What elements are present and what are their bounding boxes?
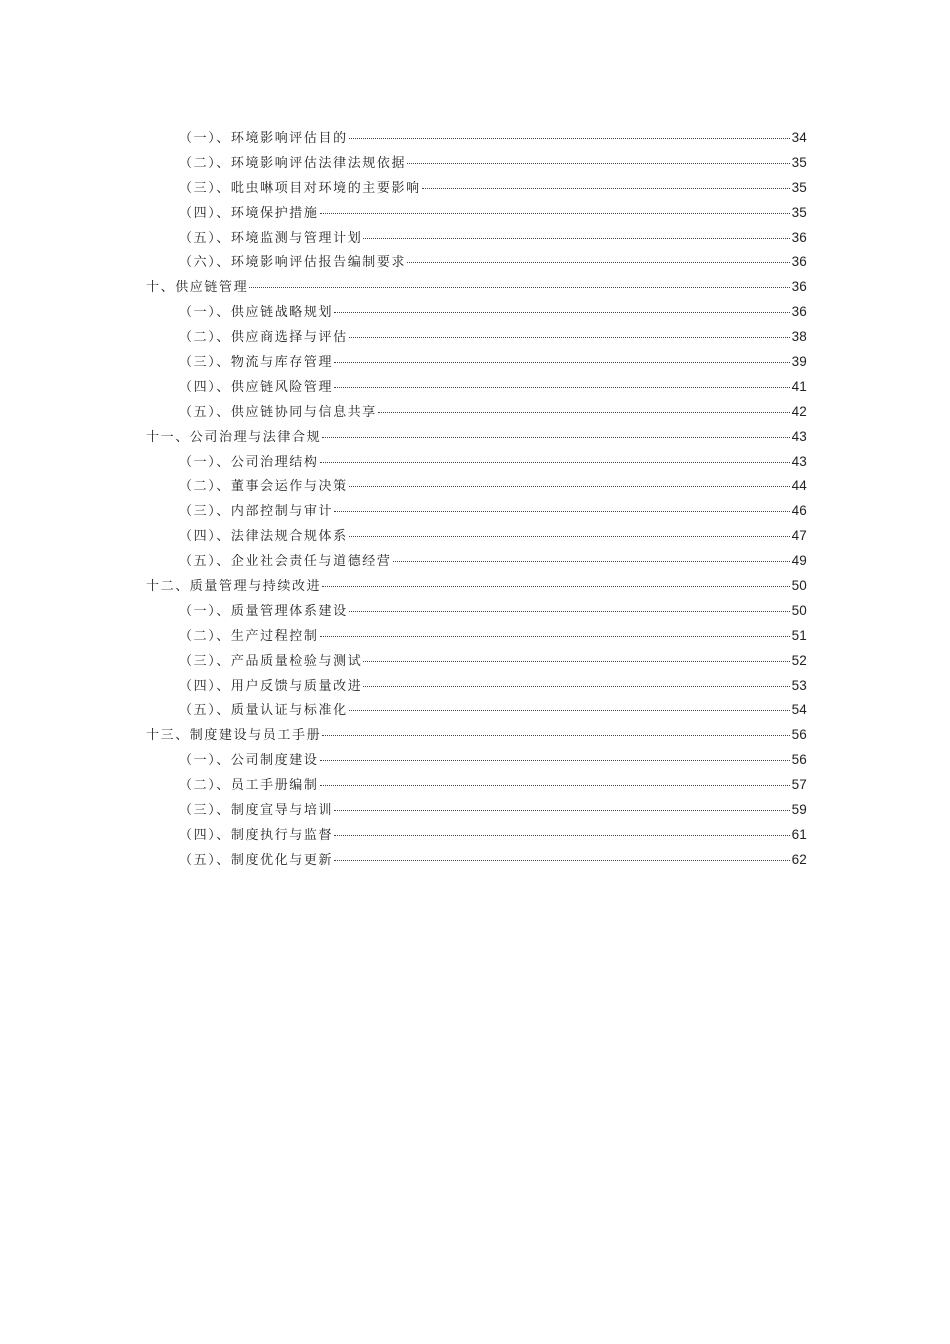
- toc-dot-leader: [322, 586, 789, 587]
- toc-dot-leader: [422, 188, 790, 189]
- toc-dot-leader: [320, 636, 790, 637]
- toc-section-entry[interactable]: [146, 823, 807, 848]
- toc-chapter-entry[interactable]: [146, 574, 807, 599]
- toc-entry-page-number: 56: [791, 727, 807, 743]
- toc-section-entry[interactable]: [146, 176, 807, 201]
- toc-entry-page-number: 59: [791, 802, 807, 818]
- toc-entry-page-number: 35: [791, 179, 807, 195]
- toc-entry-page-number: 42: [791, 403, 807, 419]
- toc-entry-page-number: 46: [791, 503, 807, 519]
- toc-entry-page-number: 34: [791, 130, 807, 145]
- toc-chapter-entry[interactable]: [146, 425, 807, 450]
- toc-dot-leader: [249, 287, 789, 288]
- toc-entry-title: （三）、吡虫啉项目对环境的主要影响: [179, 180, 421, 196]
- toc-dot-leader: [334, 511, 789, 512]
- toc-entry-page-number: 36: [791, 229, 807, 245]
- toc-entry-title: （一）、环境影响评估目的: [179, 131, 348, 146]
- toc-entry-page-number: 54: [791, 702, 807, 718]
- toc-entry-page-number: 50: [791, 602, 807, 618]
- toc-section-entry[interactable]: [146, 250, 807, 275]
- toc-dot-leader: [349, 611, 790, 612]
- toc-dot-leader: [334, 387, 789, 388]
- toc-section-entry[interactable]: [146, 674, 807, 699]
- toc-entry-title: （四）、环境保护措施: [179, 205, 319, 221]
- toc-entry-title: （一）、公司制度建设: [179, 753, 319, 769]
- toc-entry-title: （五）、企业社会责任与道德经营: [179, 554, 392, 570]
- toc-entry-page-number: 38: [791, 329, 807, 345]
- toc-dot-leader: [349, 138, 790, 139]
- toc-section-entry[interactable]: [146, 748, 807, 773]
- toc-entry-title: （二）、董事会运作与决策: [179, 479, 348, 495]
- toc-dot-leader: [334, 362, 789, 363]
- toc-dot-leader: [320, 462, 790, 463]
- toc-entry-title: （三）、物流与库存管理: [179, 355, 334, 371]
- toc-entry-title: （一）、公司治理结构: [179, 454, 319, 470]
- toc-entry-page-number: 57: [791, 777, 807, 793]
- toc-section-entry[interactable]: [146, 599, 807, 624]
- toc-section-entry[interactable]: [146, 226, 807, 251]
- toc-section-entry[interactable]: [146, 798, 807, 823]
- toc-section-entry[interactable]: [146, 499, 807, 524]
- toc-entry-title: （二）、生产过程控制: [179, 628, 319, 644]
- toc-entry-title: 十二、质量管理与持续改进: [146, 579, 322, 595]
- toc-dot-leader: [363, 238, 789, 239]
- toc-dot-leader: [407, 262, 789, 263]
- toc-entry-page-number: 52: [791, 652, 807, 668]
- toc-section-entry[interactable]: [146, 524, 807, 549]
- toc-entry-page-number: 47: [791, 528, 807, 544]
- toc-dot-leader: [363, 661, 789, 662]
- toc-entry-title: （三）、产品质量检验与测试: [179, 653, 363, 669]
- toc-section-entry[interactable]: [146, 375, 807, 400]
- toc-section-entry[interactable]: [146, 848, 807, 873]
- toc-dot-leader: [334, 810, 789, 811]
- toc-dot-leader: [407, 163, 789, 164]
- toc-section-entry[interactable]: [146, 126, 807, 151]
- toc-entry-page-number: 36: [791, 279, 807, 295]
- toc-dot-leader: [320, 785, 790, 786]
- toc-section-entry[interactable]: [146, 400, 807, 425]
- toc-entry-page-number: 51: [791, 627, 807, 643]
- toc-entry-page-number: 43: [791, 428, 807, 444]
- toc-entry-page-number: 36: [791, 304, 807, 320]
- toc-entry-page-number: 41: [791, 378, 807, 394]
- toc-entry-title: （四）、供应链风险管理: [179, 379, 334, 395]
- toc-section-entry[interactable]: [146, 649, 807, 674]
- toc-entry-title: 十三、制度建设与员工手册: [146, 728, 322, 744]
- toc-entry-page-number: 50: [791, 578, 807, 594]
- toc-entry-title: （二）、员工手册编制: [179, 778, 319, 794]
- toc-entry-title: （三）、内部控制与审计: [179, 504, 334, 520]
- toc-dot-leader: [320, 760, 790, 761]
- toc-dot-leader: [378, 412, 790, 413]
- toc-entry-title: （二）、供应商选择与评估: [179, 330, 348, 346]
- toc-chapter-entry[interactable]: [146, 723, 807, 748]
- toc-section-entry[interactable]: [146, 450, 807, 475]
- toc-entry-page-number: 61: [791, 826, 807, 842]
- toc-entry-title: （一）、质量管理体系建设: [179, 603, 348, 619]
- toc-entry-title: （三）、制度宣导与培训: [179, 803, 334, 819]
- toc-dot-leader: [334, 312, 789, 313]
- table-of-contents: [146, 126, 807, 873]
- toc-entry-title: 十一、公司治理与法律合规: [146, 429, 322, 445]
- toc-dot-leader: [334, 860, 789, 861]
- toc-dot-leader: [322, 437, 789, 438]
- toc-entry-page-number: 36: [791, 254, 807, 270]
- toc-section-entry[interactable]: [146, 624, 807, 649]
- toc-entry-title: （四）、用户反馈与质量改进: [179, 678, 363, 694]
- toc-entry-title: （五）、环境监测与管理计划: [179, 230, 363, 246]
- toc-entry-title: （四）、法律法规合规体系: [179, 529, 348, 545]
- toc-entry-page-number: 44: [791, 478, 807, 494]
- toc-entry-page-number: 49: [791, 553, 807, 569]
- toc-entry-title: （五）、质量认证与标准化: [179, 703, 348, 719]
- toc-section-entry[interactable]: [146, 474, 807, 499]
- toc-dot-leader: [322, 735, 789, 736]
- toc-entry-page-number: 53: [791, 677, 807, 693]
- toc-chapter-entry[interactable]: [146, 275, 807, 300]
- toc-section-entry[interactable]: [146, 201, 807, 226]
- toc-entry-title: （二）、环境影响评估法律法规依据: [179, 155, 407, 171]
- toc-section-entry[interactable]: [146, 151, 807, 176]
- toc-entry-page-number: 35: [791, 154, 807, 170]
- toc-entry-title: （五）、制度优化与更新: [179, 852, 334, 868]
- toc-entry-page-number: 56: [791, 752, 807, 768]
- toc-section-entry[interactable]: [146, 300, 807, 325]
- toc-entry-page-number: 43: [791, 453, 807, 469]
- toc-entry-title: （四）、制度执行与监督: [179, 827, 334, 843]
- toc-section-entry[interactable]: [146, 325, 807, 350]
- toc-section-entry[interactable]: [146, 773, 807, 798]
- toc-section-entry[interactable]: [146, 549, 807, 574]
- toc-entry-page-number: 62: [791, 851, 807, 867]
- toc-dot-leader: [349, 536, 790, 537]
- toc-section-entry[interactable]: [146, 698, 807, 723]
- toc-dot-leader: [363, 686, 789, 687]
- toc-entry-title: （五）、供应链协同与信息共享: [179, 404, 377, 420]
- toc-dot-leader: [349, 710, 790, 711]
- toc-entry-title: （一）、供应链战略规划: [179, 305, 334, 321]
- toc-dot-leader: [334, 835, 789, 836]
- toc-section-entry[interactable]: [146, 350, 807, 375]
- toc-dot-leader: [349, 337, 790, 338]
- toc-entry-title: 十、供应链管理: [146, 280, 249, 296]
- toc-entry-title: （六）、环境影响评估报告编制要求: [179, 255, 407, 271]
- toc-dot-leader: [320, 213, 790, 214]
- toc-entry-page-number: 39: [791, 354, 807, 370]
- toc-entry-page-number: 35: [791, 204, 807, 220]
- toc-dot-leader: [393, 561, 790, 562]
- toc-dot-leader: [349, 486, 790, 487]
